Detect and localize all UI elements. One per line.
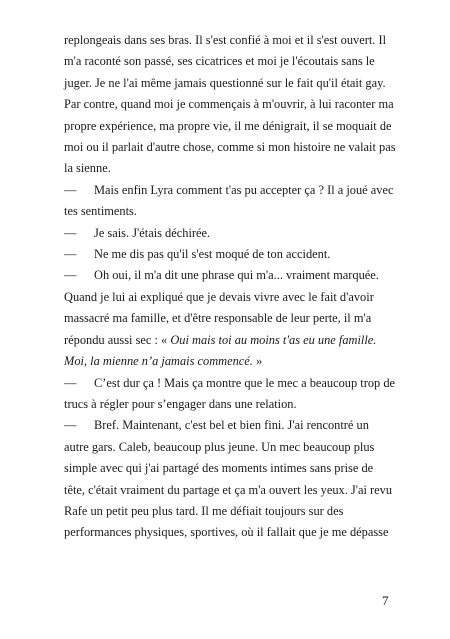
- text-line: [64, 244, 394, 265]
- text-line: [64, 137, 394, 158]
- dialogue-dash: —: [64, 225, 77, 240]
- text-line: [64, 308, 394, 329]
- line-text: replongeais dans ses bras. Il s'est confié à moi et il s'est ouvert. Il: [64, 33, 387, 47]
- text-line: [64, 287, 394, 308]
- line-text: performances physiques, sportives, où il fallait que je me dépasse: [64, 525, 389, 540]
- line-text: tes sentiments.: [64, 204, 137, 219]
- text-line: [64, 394, 394, 415]
- text-line: [64, 94, 394, 115]
- line-text: C’est dur ça ! Mais ça montre que le mec a beaucoup trop de: [94, 375, 396, 390]
- text-line: [64, 415, 394, 436]
- text-line: [64, 351, 394, 372]
- quoted-speech: Moi, la mienne n’a jamais commencé.: [64, 354, 253, 369]
- text-line: [64, 458, 394, 479]
- page-number: 7: [382, 593, 389, 608]
- text-line: [64, 223, 394, 244]
- text-line: [64, 330, 394, 351]
- dialogue-dash: —: [64, 418, 77, 433]
- line-text: moi ou il parlait d'autre chose, comme si mon histoire ne valait pas: [64, 140, 396, 155]
- closing-quote: »: [256, 354, 263, 369]
- line-text: autre gars. Caleb, beaucoup plus jeune. Un mec beaucoup plus: [64, 439, 375, 454]
- line-text: tête, c'était vraiment du partage et ça m'a ouvert les yeux. J'ai revu: [64, 482, 393, 497]
- text-line: [64, 501, 394, 522]
- text-line: [64, 51, 394, 72]
- line-text: Par contre, quand moi je commençais à m'ouvrir, à lui raconter ma: [64, 97, 394, 112]
- line-text: simple avec qui j'ai partagé des moments intimes sans prise de: [64, 461, 374, 476]
- text-line: [64, 437, 394, 458]
- line-text: Je sais. J'étais déchirée.: [94, 225, 211, 240]
- line-text: Rafe un petit peu plus tard. Il me défiait toujours sur des: [64, 503, 344, 518]
- line-text: trucs à régler pour s’engager dans une relation.: [64, 396, 297, 411]
- text-line: [64, 73, 394, 94]
- line-text: Oh oui, il m'a dit une phrase qui m'a... vraiment marquée.: [94, 268, 379, 283]
- line-text: Quand je lui ai expliqué que je devais vivre avec le fait d'avoir: [64, 289, 374, 304]
- dialogue-dash: —: [64, 268, 77, 283]
- text-line: [64, 30, 394, 51]
- line-text: Mais enfin Lyra comment t'as pu accepter ça ? Il a joué avec: [94, 182, 394, 197]
- line-text: Bref. Maintenant, c'est bel et bien fini. J'ai rencontré un: [94, 418, 369, 433]
- line-text: la sienne.: [64, 161, 111, 176]
- text-line: [64, 158, 394, 179]
- dialogue-dash: —: [64, 375, 77, 390]
- body-text: [64, 30, 394, 544]
- text-line: [64, 373, 394, 394]
- dialogue-dash: —: [64, 182, 77, 197]
- quoted-speech: Oui mais toi au moins t'as eu une famille.: [170, 332, 377, 347]
- text-line: [64, 522, 394, 543]
- line-text: massacré ma famille, et d'être responsable de leur perte, il m'a: [64, 311, 372, 326]
- text-line: [64, 265, 394, 286]
- dialogue-dash: —: [64, 247, 77, 262]
- line-text: juger. Je ne l'ai même jamais questionné sur le fait qu'il était gay.: [64, 75, 386, 90]
- text-line: [64, 116, 394, 137]
- text-line: [64, 480, 394, 501]
- line-text: Ne me dis pas qu'il s'est moqué de ton accident.: [94, 247, 331, 262]
- line-text: propre expérience, ma propre vie, il me dénigrait, il se moquait de: [64, 118, 392, 133]
- text-line: [64, 180, 394, 201]
- line-text: m'a raconté son passé, ses cicatrices et moi je l'écoutais sans le: [64, 54, 375, 69]
- text-line: [64, 201, 394, 222]
- line-text: répondu aussi sec : «: [64, 332, 168, 347]
